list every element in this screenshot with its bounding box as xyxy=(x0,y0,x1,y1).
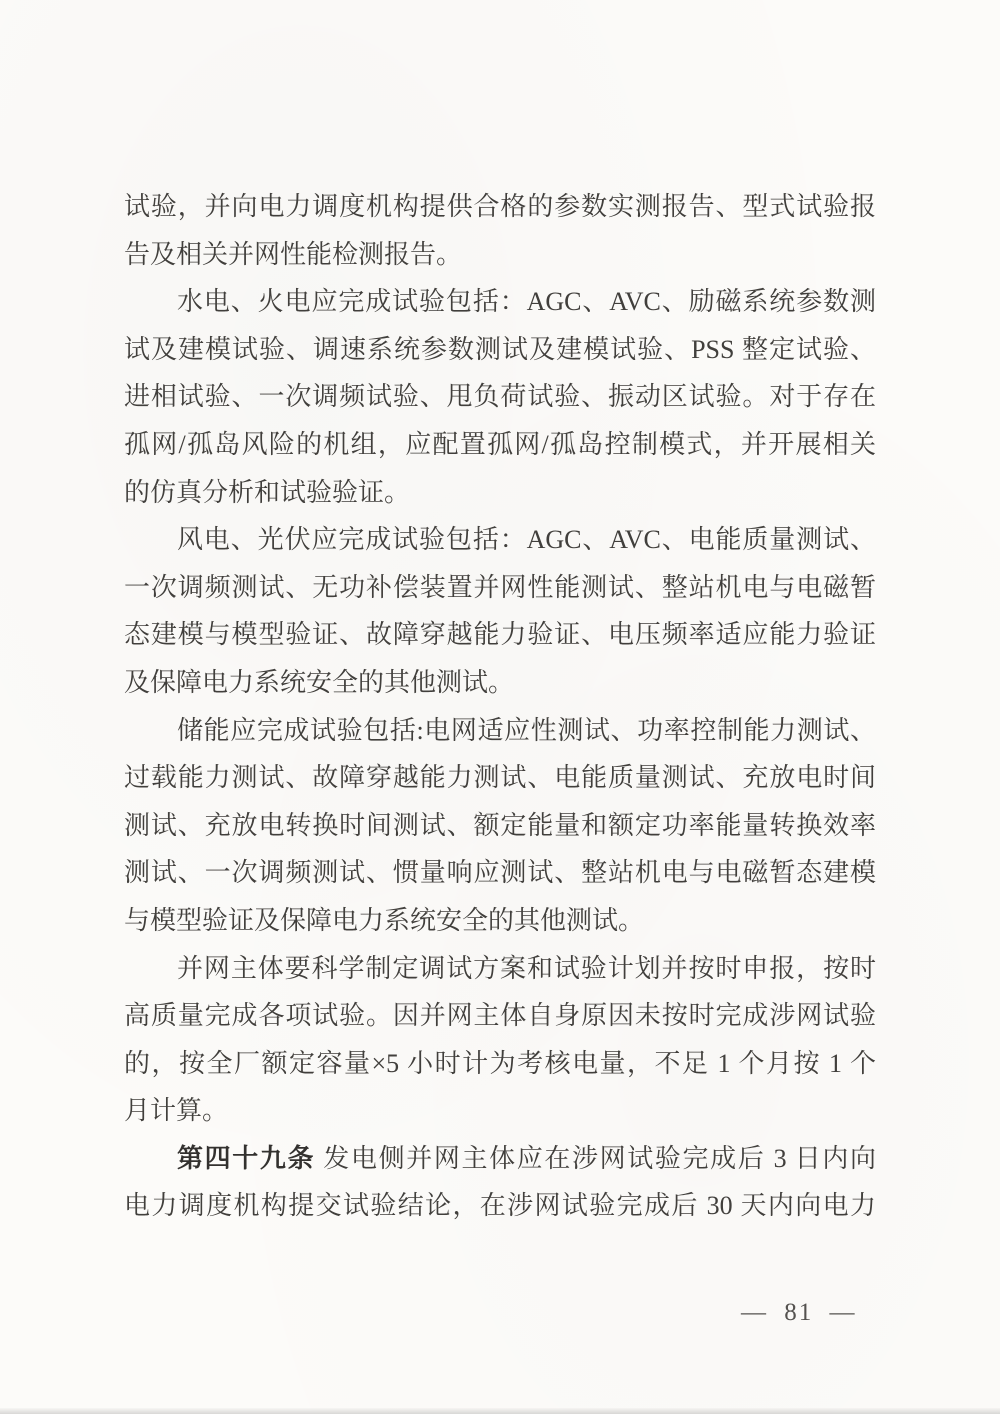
text-line: 态建模与模型验证、故障穿越能力验证、电压频率适应能力验证 xyxy=(124,620,876,650)
document-body xyxy=(124,183,876,1230)
text-line: 与模型验证及保障电力系统安全的其他测试。 xyxy=(124,905,645,935)
text-line: 及保障电力系统安全的其他测试。 xyxy=(124,667,515,697)
text-line: 测试、充放电转换时间测试、额定能量和额定功率能量转换效率 xyxy=(124,810,876,840)
text-line: 试及建模试验、调速系统参数测试及建模试验、PSS 整定试验、 xyxy=(124,334,876,364)
text-line: 第四十九条 发电侧并网主体应在涉网试验完成后 3 日内向 xyxy=(177,1143,876,1173)
article-number: 第四十九条 xyxy=(177,1143,316,1173)
text-line: 试验，并向电力调度机构提供合格的参数实测报告、型式试验报 xyxy=(124,192,876,221)
text-line: 月计算。 xyxy=(124,1096,229,1126)
scan-edge-artifact xyxy=(0,1408,1000,1414)
text-line: 并网主体要科学制定调试方案和试验计划并按时申报，按时 xyxy=(177,953,876,983)
text-line: 高质量完成各项试验。因并网主体自身原因未按时完成涉网试验 xyxy=(124,1001,876,1031)
text-line: 告及相关并网性能检测报告。 xyxy=(124,239,463,269)
text-line: 的，按全厂额定容量×5 小时计为考核电量，不足 1 个月按 1 个 xyxy=(124,1048,876,1078)
text-line: 水电、火电应完成试验包括：AGC、AVC、励磁系统参数测 xyxy=(177,287,876,317)
text-line: 风电、光伏应完成试验包括：AGC、AVC、电能质量测试、 xyxy=(177,525,876,555)
text-line: 测试、一次调频测试、惯量响应测试、整站机电与电磁暂态建模 xyxy=(124,858,876,888)
text-line: 储能应完成试验包括:电网适应性测试、功率控制能力测试、 xyxy=(177,715,876,745)
text-line: 一次调频测试、无功补偿装置并网性能测试、整站机电与电磁暂 xyxy=(124,572,876,602)
text-line: 的仿真分析和试验验证。 xyxy=(124,477,411,507)
text-line: 孤网/孤岛风险的机组，应配置孤网/孤岛控制模式，并开展相关 xyxy=(124,429,876,459)
text-line: 过载能力测试、故障穿越能力测试、电能质量测试、充放电时间 xyxy=(124,763,876,793)
text-line: 电力调度机构提交试验结论，在涉网试验完成后 30 天内向电力 xyxy=(124,1191,876,1221)
page-number: — 81 — xyxy=(741,1299,857,1326)
text-line: 进相试验、一次调频试验、甩负荷试验、振动区试验。对于存在 xyxy=(124,382,876,412)
